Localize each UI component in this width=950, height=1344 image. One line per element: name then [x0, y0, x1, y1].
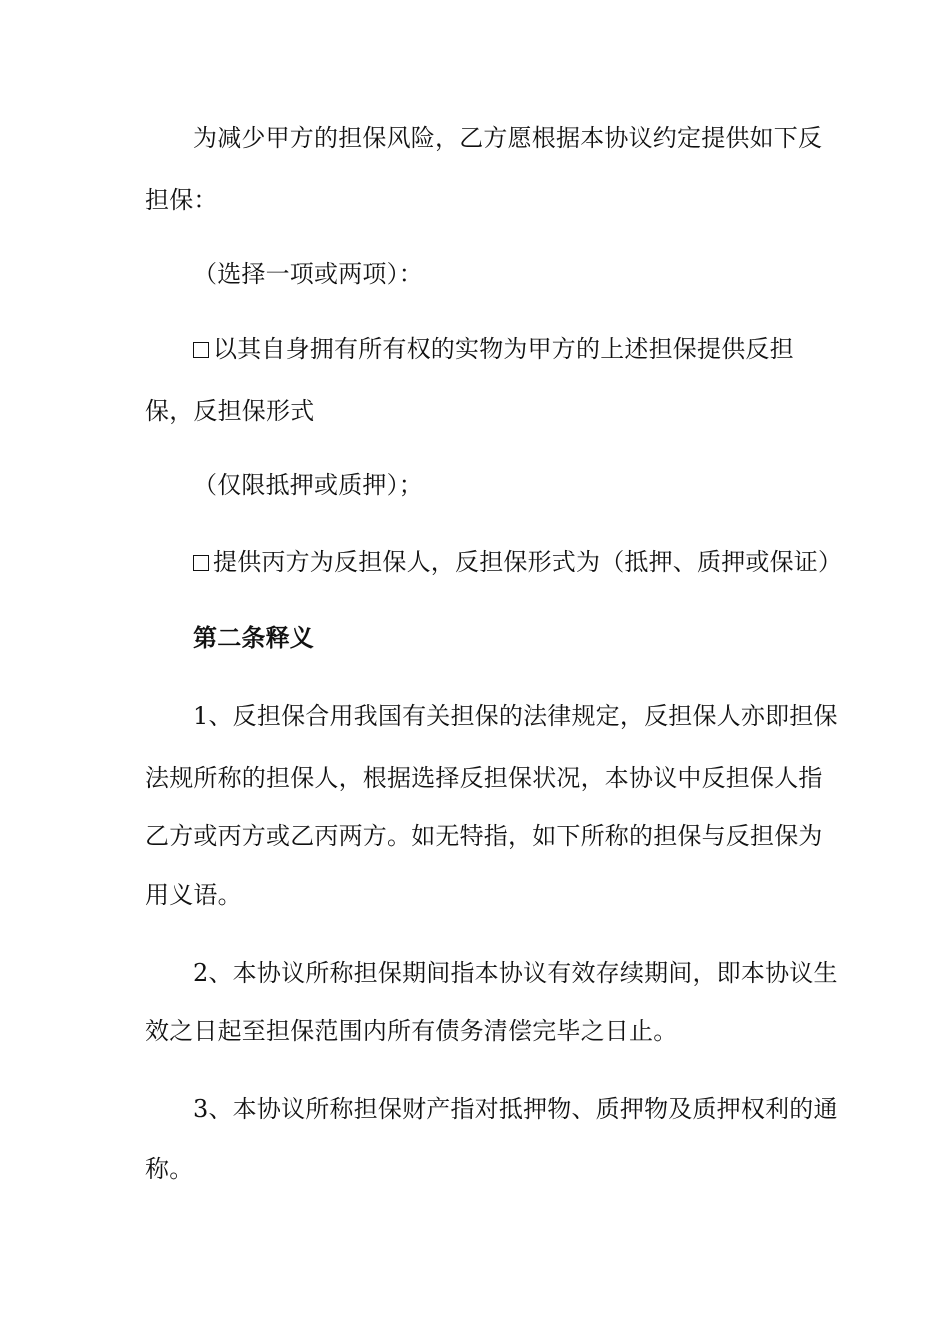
paragraph-line: 保，反担保形式 [145, 397, 315, 425]
paragraph-line: 2、本协议所称担保期间指本协议有效存续期间，即本协议生 [193, 959, 838, 987]
paragraph-line: 乙方或丙方或乙丙两方。如无特指，如下所称的担保与反担保为 [145, 822, 823, 850]
paragraph-line: 担保： [145, 186, 218, 214]
option-line [193, 334, 873, 364]
paragraph-line: （选择一项或两项）： [193, 260, 423, 288]
paragraph-line: （仅限抵押或质押）； [193, 471, 423, 499]
paragraph-line: 为减少甲方的担保风险，乙方愿根据本协议约定提供如下反 [193, 124, 823, 152]
checkbox[interactable] [193, 555, 209, 571]
option-text: 以其自身拥有所有权的实物为甲方的上述担保提供反担 [213, 335, 794, 363]
paragraph-line: 称。 [145, 1155, 194, 1183]
paragraph-line: 法规所称的担保人，根据选择反担保状况，本协议中反担保人指 [145, 764, 823, 792]
section-heading: 第二条释义 [193, 623, 314, 652]
checkbox[interactable] [193, 342, 209, 358]
paragraph-line: 用义语。 [145, 881, 242, 909]
option-line [193, 547, 873, 577]
paragraph-line: 3、本协议所称担保财产指对抵押物、质押物及质押权利的通 [193, 1095, 838, 1123]
option-text: 提供丙方为反担保人，反担保形式为（抵押、质押或保证） [213, 548, 843, 576]
paragraph-line: 1、反担保合用我国有关担保的法律规定，反担保人亦即担保 [193, 702, 838, 730]
paragraph-line: 效之日起至担保范围内所有债务清偿完毕之日止。 [145, 1017, 678, 1045]
